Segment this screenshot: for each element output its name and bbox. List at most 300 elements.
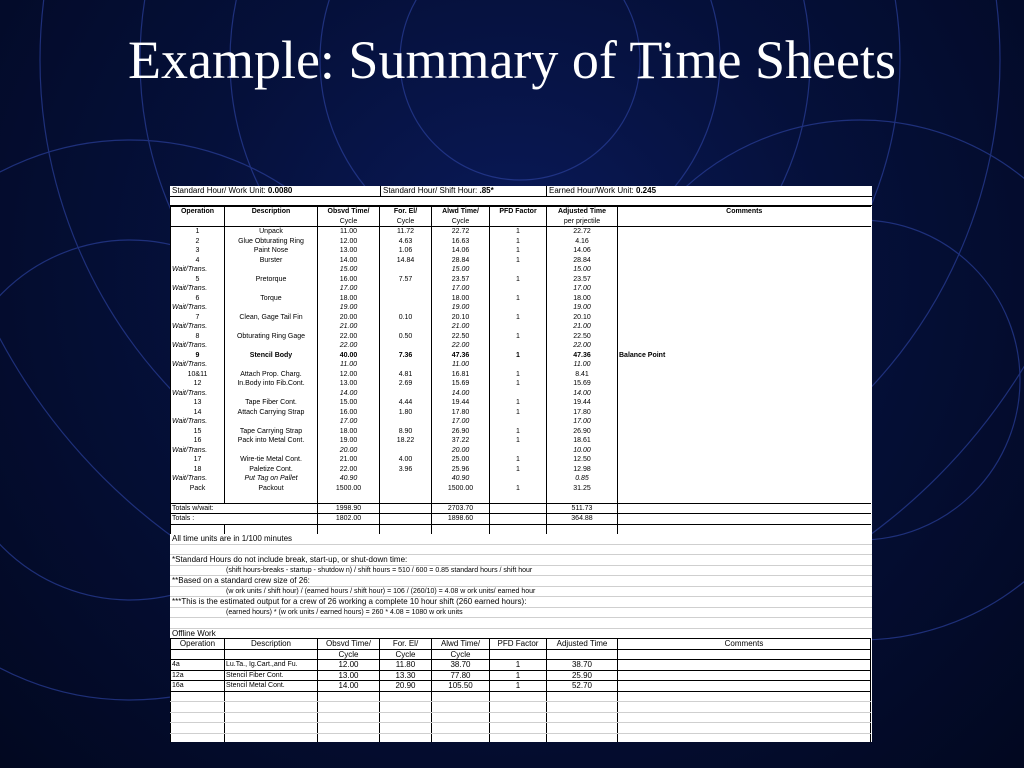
empty-cell <box>618 493 871 503</box>
table-row <box>171 379 871 389</box>
comments-cell <box>618 360 871 370</box>
description-cell: Glue Obturating Ring <box>225 237 318 247</box>
earned-value: 0.245 <box>636 186 657 195</box>
column-header-sub <box>225 217 318 227</box>
foreign-element-cell: 0.10 <box>380 313 432 323</box>
description-cell <box>225 303 318 313</box>
allowed-time-cell: 18.00 <box>432 294 490 304</box>
pfd-factor-cell: 1 <box>490 256 547 266</box>
adjusted-time-cell: 21.00 <box>547 322 618 332</box>
adjusted-time-cell: 12.50 <box>547 455 618 465</box>
comments-cell <box>618 370 871 380</box>
comments-cell <box>618 265 871 275</box>
pfd-factor-cell <box>490 389 547 399</box>
description-cell <box>225 417 318 427</box>
column-header-sub: Cycle <box>380 217 432 227</box>
operation-cell: 8 <box>171 332 225 342</box>
description-cell <box>225 284 318 294</box>
note-standard-hours: *Standard Hours do not include break, start-up, or shut-down time: <box>170 555 872 566</box>
observed-time-cell: 13.00 <box>318 246 380 256</box>
adjusted-time-cell: 22.72 <box>547 227 618 237</box>
description-cell: Put Tag on Pallet <box>225 474 318 484</box>
foreign-element-cell <box>380 474 432 484</box>
description-cell: Stencil Metal Cont. <box>225 681 318 692</box>
observed-time-cell: 17.00 <box>318 417 380 427</box>
offline-row <box>171 670 871 681</box>
empty-cell <box>171 493 225 503</box>
allowed-time-cell: 77.80 <box>432 670 490 681</box>
empty-cell <box>380 733 432 742</box>
empty-cell <box>380 723 432 734</box>
blank-row <box>171 702 871 713</box>
description-cell: Tape Fiber Cont. <box>225 398 318 408</box>
foreign-element-cell: 11.72 <box>380 227 432 237</box>
foreign-element-cell: 7.36 <box>380 351 432 361</box>
operation-cell: 1 <box>171 227 225 237</box>
empty-cell <box>380 524 432 534</box>
empty-cell <box>225 702 318 713</box>
adjusted-time-cell: 20.10 <box>547 313 618 323</box>
empty-cell <box>380 712 432 723</box>
operation-cell: 4a <box>171 660 225 671</box>
foreign-element-cell: 13.30 <box>380 670 432 681</box>
comments-cell <box>618 398 871 408</box>
operation-cell: 14 <box>171 408 225 418</box>
comments-cell <box>618 275 871 285</box>
adjusted-time-cell: 31.25 <box>547 484 618 494</box>
allowed-time-cell: 19.00 <box>432 303 490 313</box>
operation-cell: Wait/Trans. <box>171 341 225 351</box>
column-header: Alwd Time/ <box>432 639 490 650</box>
adjusted-time-cell: 26.90 <box>547 427 618 437</box>
column-header: Alwd Time/ <box>432 207 490 217</box>
empty-cell <box>490 712 547 723</box>
comments-cell <box>618 484 871 494</box>
empty-cell <box>432 712 490 723</box>
observed-time-cell: 18.00 <box>318 294 380 304</box>
allowed-time-cell: 15.69 <box>432 379 490 389</box>
table-row <box>171 370 871 380</box>
description-cell: Obturating Ring Gage <box>225 332 318 342</box>
column-header: Adjusted Time <box>547 639 618 650</box>
empty-cell <box>547 733 618 742</box>
table-row <box>171 275 871 285</box>
adjusted-time-cell: 19.00 <box>547 303 618 313</box>
empty-cell <box>618 712 871 723</box>
table-row <box>171 465 871 475</box>
table-row <box>171 332 871 342</box>
empty-cell <box>547 524 618 534</box>
comments-cell <box>618 303 871 313</box>
column-header-sub <box>618 649 871 660</box>
pfd-factor-cell: 1 <box>490 465 547 475</box>
empty-cell <box>432 723 490 734</box>
comments-cell <box>618 313 871 323</box>
comments-cell <box>618 465 871 475</box>
offline-work-table <box>170 638 871 742</box>
empty-cell <box>490 503 547 514</box>
operation-cell: Wait/Trans. <box>171 474 225 484</box>
column-header-sub <box>547 649 618 660</box>
allowed-time-cell: 25.96 <box>432 465 490 475</box>
operation-cell: 15 <box>171 427 225 437</box>
allowed-total: 1898.60 <box>432 514 490 525</box>
observed-time-cell: 12.00 <box>318 370 380 380</box>
description-cell: Stencil Fiber Cont. <box>225 670 318 681</box>
empty-cell <box>318 733 380 742</box>
description-cell <box>225 446 318 456</box>
description-cell <box>225 389 318 399</box>
allowed-time-cell: 47.36 <box>432 351 490 361</box>
table-row <box>171 313 871 323</box>
totals-label: Totals : <box>171 514 318 525</box>
empty-cell <box>318 691 380 702</box>
foreign-element-cell <box>380 294 432 304</box>
table-row <box>171 294 871 304</box>
empty-cell <box>380 691 432 702</box>
offline-work-title: Offline Work <box>172 628 216 638</box>
column-header-sub <box>171 649 225 660</box>
sheet-header-row <box>170 186 872 197</box>
description-cell <box>225 341 318 351</box>
pfd-factor-cell <box>490 303 547 313</box>
pfd-factor-cell: 1 <box>490 455 547 465</box>
operation-cell: Wait/Trans. <box>171 389 225 399</box>
std-hour-label: Standard Hour/ Work Unit: <box>172 186 268 195</box>
allowed-time-cell: 16.63 <box>432 237 490 247</box>
description-cell: In.Body into Fib.Cont. <box>225 379 318 389</box>
adjusted-time-cell: 17.80 <box>547 408 618 418</box>
empty-cell <box>547 702 618 713</box>
table-header-row <box>171 207 871 217</box>
foreign-element-cell: 20.90 <box>380 681 432 692</box>
allowed-time-cell: 17.00 <box>432 284 490 294</box>
comments-cell <box>618 246 871 256</box>
table-header-row-2 <box>171 217 871 227</box>
comments-cell <box>618 227 871 237</box>
empty-cell <box>225 723 318 734</box>
column-header-sub: Cycle <box>380 649 432 660</box>
column-header-sub <box>490 649 547 660</box>
empty-cell <box>432 691 490 702</box>
observed-time-cell: 19.00 <box>318 436 380 446</box>
allowed-time-cell: 20.10 <box>432 313 490 323</box>
comments-cell <box>618 670 871 681</box>
operation-cell: 10&11 <box>171 370 225 380</box>
comments-cell <box>618 341 871 351</box>
empty-cell <box>380 514 432 525</box>
table-row <box>171 265 871 275</box>
empty-cell <box>490 524 547 534</box>
table-row <box>171 284 871 294</box>
column-header-sub: per prjectile <box>547 217 618 227</box>
observed-time-cell: 22.00 <box>318 332 380 342</box>
totals-row <box>171 503 871 514</box>
foreign-element-cell: 4.63 <box>380 237 432 247</box>
adjusted-time-cell: 14.00 <box>547 389 618 399</box>
column-header-sub: Cycle <box>318 217 380 227</box>
adjusted-time-cell: 11.00 <box>547 360 618 370</box>
allowed-time-cell: 19.44 <box>432 398 490 408</box>
empty-cell <box>318 524 380 534</box>
description-cell: Clean, Gage Tail Fin <box>225 313 318 323</box>
empty-cell <box>547 712 618 723</box>
allowed-time-cell: 17.00 <box>432 417 490 427</box>
comments-cell: Balance Point <box>618 351 871 361</box>
blank-row <box>171 493 871 503</box>
description-cell <box>225 265 318 275</box>
pfd-factor-cell: 1 <box>490 484 547 494</box>
empty-cell <box>618 691 871 702</box>
adjusted-time-cell: 10.00 <box>547 446 618 456</box>
comments-cell <box>618 379 871 389</box>
column-header: Comments <box>618 639 871 650</box>
empty-cell <box>490 493 547 503</box>
foreign-element-cell: 4.00 <box>380 455 432 465</box>
operation-cell: Wait/Trans. <box>171 446 225 456</box>
note-estimated-output: ***This is the estimated output for a crew of 26 working a complete 10 hour shift (260 earned hours): <box>170 597 872 608</box>
pfd-factor-cell: 1 <box>490 246 547 256</box>
adjusted-time-cell: 17.00 <box>547 284 618 294</box>
table-row <box>171 322 871 332</box>
slide-title: Example: Summary of Time Sheets <box>128 30 896 90</box>
empty-cell <box>432 493 490 503</box>
empty-cell <box>547 493 618 503</box>
allowed-time-cell: 14.06 <box>432 246 490 256</box>
foreign-element-cell: 11.80 <box>380 660 432 671</box>
operation-cell: 13 <box>171 398 225 408</box>
foreign-element-cell <box>380 389 432 399</box>
empty-cell <box>547 691 618 702</box>
operation-cell: 12 <box>171 379 225 389</box>
observed-total: 1802.00 <box>318 514 380 525</box>
adjusted-time-cell: 19.44 <box>547 398 618 408</box>
note-crew-size: **Based on a standard crew size of 26: <box>170 576 872 587</box>
pfd-factor-cell: 1 <box>490 436 547 446</box>
note-crew-size-detail: (w ork units / shift hour) / (earned hours / shift hour) = 106 / (260/10) = 4.08 w ork units/ earned hour <box>170 587 872 598</box>
operation-cell: Pack <box>171 484 225 494</box>
empty-cell <box>225 493 318 503</box>
table-row <box>171 227 871 237</box>
comments-cell <box>618 322 871 332</box>
observed-time-cell: 15.00 <box>318 265 380 275</box>
table-row <box>171 436 871 446</box>
operation-cell: 9 <box>171 351 225 361</box>
foreign-element-cell <box>380 484 432 494</box>
comments-cell <box>618 436 871 446</box>
column-header: Comments <box>618 207 871 217</box>
comments-cell <box>618 408 871 418</box>
allowed-time-cell: 21.00 <box>432 322 490 332</box>
adjusted-time-cell: 8.41 <box>547 370 618 380</box>
blank-row <box>170 618 872 629</box>
earned-label: Earned Hour/Work Unit: <box>549 186 636 195</box>
table-row <box>171 341 871 351</box>
table-row <box>171 246 871 256</box>
adjusted-total: 511.73 <box>547 503 618 514</box>
pfd-factor-cell <box>490 265 547 275</box>
foreign-element-cell: 1.80 <box>380 408 432 418</box>
foreign-element-cell: 4.81 <box>380 370 432 380</box>
empty-cell <box>432 733 490 742</box>
table-row <box>171 389 871 399</box>
foreign-element-cell: 0.50 <box>380 332 432 342</box>
operation-cell: 5 <box>171 275 225 285</box>
allowed-time-cell: 40.90 <box>432 474 490 484</box>
empty-cell <box>490 691 547 702</box>
offline-row <box>171 681 871 692</box>
adjusted-time-cell: 47.36 <box>547 351 618 361</box>
operation-cell: Wait/Trans. <box>171 417 225 427</box>
shift-label: Standard Hour/ Shift Hour: <box>383 186 480 195</box>
observed-time-cell: 22.00 <box>318 465 380 475</box>
pfd-factor-cell <box>490 341 547 351</box>
comments-cell <box>618 474 871 484</box>
pfd-factor-cell: 1 <box>490 332 547 342</box>
allowed-time-cell: 28.84 <box>432 256 490 266</box>
operation-cell: 17 <box>171 455 225 465</box>
operation-cell: 6 <box>171 294 225 304</box>
description-cell <box>225 322 318 332</box>
table-row <box>171 303 871 313</box>
allowed-time-cell: 22.00 <box>432 341 490 351</box>
allowed-time-cell: 1500.00 <box>432 484 490 494</box>
std-hour-shift-hour <box>381 186 547 196</box>
empty-cell <box>432 524 490 534</box>
table-row <box>171 417 871 427</box>
allowed-time-cell: 26.90 <box>432 427 490 437</box>
description-cell: Stencil Body <box>225 351 318 361</box>
std-hour-work-unit <box>170 186 381 196</box>
empty-cell <box>547 723 618 734</box>
table-row <box>171 408 871 418</box>
table-row <box>171 398 871 408</box>
table-row <box>171 256 871 266</box>
column-header: Obsvd Time/ <box>318 639 380 650</box>
pfd-factor-cell: 1 <box>490 670 547 681</box>
comments-cell <box>618 427 871 437</box>
foreign-element-cell <box>380 417 432 427</box>
pfd-factor-cell <box>490 417 547 427</box>
empty-cell <box>171 712 225 723</box>
empty-cell <box>171 723 225 734</box>
comments-cell <box>618 417 871 427</box>
shift-value: .85* <box>479 186 494 195</box>
comments-cell <box>618 332 871 342</box>
comments-cell <box>618 446 871 456</box>
foreign-element-cell: 18.22 <box>380 436 432 446</box>
empty-cell <box>318 702 380 713</box>
foreign-element-cell: 3.96 <box>380 465 432 475</box>
spacer-row <box>170 197 872 206</box>
pfd-factor-cell: 1 <box>490 227 547 237</box>
column-header-sub <box>225 649 318 660</box>
foreign-element-cell <box>380 360 432 370</box>
table-row <box>171 474 871 484</box>
column-header: Operation <box>171 639 225 650</box>
column-header: PFD Factor <box>490 639 547 650</box>
time-summary-table <box>170 206 871 534</box>
blank-row <box>171 524 871 534</box>
column-header: Description <box>225 207 318 217</box>
empty-cell <box>490 733 547 742</box>
comments-cell <box>618 284 871 294</box>
adjusted-time-cell: 0.85 <box>547 474 618 484</box>
foreign-element-cell <box>380 303 432 313</box>
operation-cell: Wait/Trans. <box>171 360 225 370</box>
comments-cell <box>618 294 871 304</box>
observed-time-cell: 15.00 <box>318 398 380 408</box>
description-cell: Unpack <box>225 227 318 237</box>
pfd-factor-cell: 1 <box>490 681 547 692</box>
table-row <box>171 237 871 247</box>
foreign-element-cell <box>380 341 432 351</box>
empty-cell <box>225 524 318 534</box>
table-row <box>171 427 871 437</box>
observed-time-cell: 19.00 <box>318 303 380 313</box>
blank-row <box>170 545 872 556</box>
column-header: Operation <box>171 207 225 217</box>
observed-time-cell: 21.00 <box>318 455 380 465</box>
empty-cell <box>380 503 432 514</box>
empty-cell <box>618 503 871 514</box>
pfd-factor-cell: 1 <box>490 370 547 380</box>
pfd-factor-cell <box>490 360 547 370</box>
operation-cell: 16 <box>171 436 225 446</box>
foreign-element-cell <box>380 446 432 456</box>
column-header-sub <box>618 217 871 227</box>
allowed-time-cell: 25.00 <box>432 455 490 465</box>
empty-cell <box>318 723 380 734</box>
adjusted-time-cell: 18.00 <box>547 294 618 304</box>
blank-row <box>171 712 871 723</box>
pfd-factor-cell: 1 <box>490 351 547 361</box>
operation-cell: 12a <box>171 670 225 681</box>
empty-cell <box>490 702 547 713</box>
operation-cell: 7 <box>171 313 225 323</box>
table-row <box>171 446 871 456</box>
allowed-total: 2703.70 <box>432 503 490 514</box>
empty-cell <box>432 702 490 713</box>
adjusted-time-cell: 23.57 <box>547 275 618 285</box>
offline-header-row-2 <box>171 649 871 660</box>
column-header-sub: Cycle <box>432 649 490 660</box>
observed-time-cell: 22.00 <box>318 341 380 351</box>
column-header: Obsvd Time/ <box>318 207 380 217</box>
offline-row <box>171 660 871 671</box>
operation-cell: Wait/Trans. <box>171 322 225 332</box>
note-estimated-output-detail: (earned hours) * (w ork units / earned hours) = 260 * 4.08 = 1080 w ork units <box>170 608 872 619</box>
foreign-element-cell: 2.69 <box>380 379 432 389</box>
observed-time-cell: 11.00 <box>318 360 380 370</box>
allowed-time-cell: 37.22 <box>432 436 490 446</box>
empty-cell <box>171 702 225 713</box>
pfd-factor-cell: 1 <box>490 398 547 408</box>
description-cell: Pack into Metal Cont. <box>225 436 318 446</box>
operation-cell: 2 <box>171 237 225 247</box>
allowed-time-cell: 22.72 <box>432 227 490 237</box>
observed-time-cell: 16.00 <box>318 408 380 418</box>
observed-time-cell: 40.00 <box>318 351 380 361</box>
note-standard-hours-detail: (shift hours-breaks - startup - shutdow n) / shift hours = 510 / 600 = 0.85 standard hours / shift hour <box>170 566 872 577</box>
empty-cell <box>380 702 432 713</box>
observed-total: 1998.90 <box>318 503 380 514</box>
empty-cell <box>618 733 871 742</box>
comments-cell <box>618 389 871 399</box>
operation-cell: Wait/Trans. <box>171 303 225 313</box>
empty-cell <box>618 514 871 525</box>
pfd-factor-cell <box>490 322 547 332</box>
